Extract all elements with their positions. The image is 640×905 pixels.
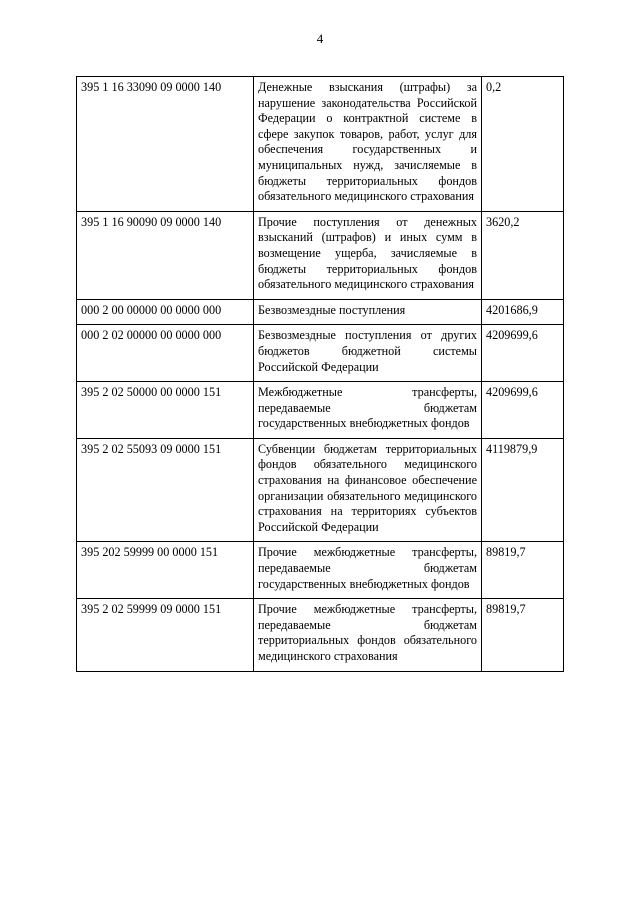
revenue-name-cell: Прочие межбюджетные трансферты, передаваемые бюджетам государственных внебюджетных фондов: [254, 542, 482, 599]
budget-code-cell: 395 202 59999 00 0000 151: [77, 542, 254, 599]
amount-cell: 3620,2: [482, 211, 564, 299]
amount-cell: 4119879,9: [482, 438, 564, 542]
table-row: [77, 382, 564, 439]
amount-cell: 89819,7: [482, 599, 564, 671]
amount-cell: 0,2: [482, 77, 564, 212]
budget-code-cell: 395 2 02 50000 00 0000 151: [77, 382, 254, 439]
table-row: [77, 77, 564, 212]
revenue-name-cell: Субвенции бюджетам территориальных фондов обязательного медицинского страхования на финансовое обеспечение организации обязательного медицинского страхования на территориях субъектов Российской Федерации: [254, 438, 482, 542]
budget-code-cell: 000 2 02 00000 00 0000 000: [77, 325, 254, 382]
revenue-name-cell: Безвозмездные поступления от других бюджетов бюджетной системы Российской Федерации: [254, 325, 482, 382]
revenue-name-cell: Прочие межбюджетные трансферты, передаваемые бюджетам территориальных фондов обязательного медицинского страхования: [254, 599, 482, 671]
budget-code-cell: 395 2 02 55093 09 0000 151: [77, 438, 254, 542]
table-row: [77, 438, 564, 542]
revenue-name-cell: Денежные взыскания (штрафы) за нарушение законодательства Российской Федерации о контрактной системе в сфере закупок товаров, работ, услуг для обеспечения государственных и муниципальных нужд, зачисляемые в бюджеты территориальных фондов обязательного медицинского страхования: [254, 77, 482, 212]
budget-code-cell: 395 1 16 33090 09 0000 140: [77, 77, 254, 212]
amount-cell: 89819,7: [482, 542, 564, 599]
amount-cell: 4209699,6: [482, 382, 564, 439]
revenue-name-cell: Межбюджетные трансферты, передаваемые бюджетам государственных внебюджетных фондов: [254, 382, 482, 439]
table-row: [77, 325, 564, 382]
amount-cell: 4201686,9: [482, 299, 564, 325]
budget-code-cell: 000 2 00 00000 00 0000 000: [77, 299, 254, 325]
table-row: [77, 599, 564, 671]
budget-revenue-table: [76, 76, 564, 672]
revenue-name-cell: Прочие поступления от денежных взысканий (штрафов) и иных сумм в возмещение ущерба, зачисляемые в бюджеты территориальных фондов обязательного медицинского страхования: [254, 211, 482, 299]
revenue-name-cell: Безвозмездные поступления: [254, 299, 482, 325]
table-row: [77, 299, 564, 325]
amount-cell: 4209699,6: [482, 325, 564, 382]
budget-code-cell: 395 1 16 90090 09 0000 140: [77, 211, 254, 299]
budget-code-cell: 395 2 02 59999 09 0000 151: [77, 599, 254, 671]
page-number: 4: [316, 31, 324, 46]
table-row: [77, 211, 564, 299]
table-row: [77, 542, 564, 599]
